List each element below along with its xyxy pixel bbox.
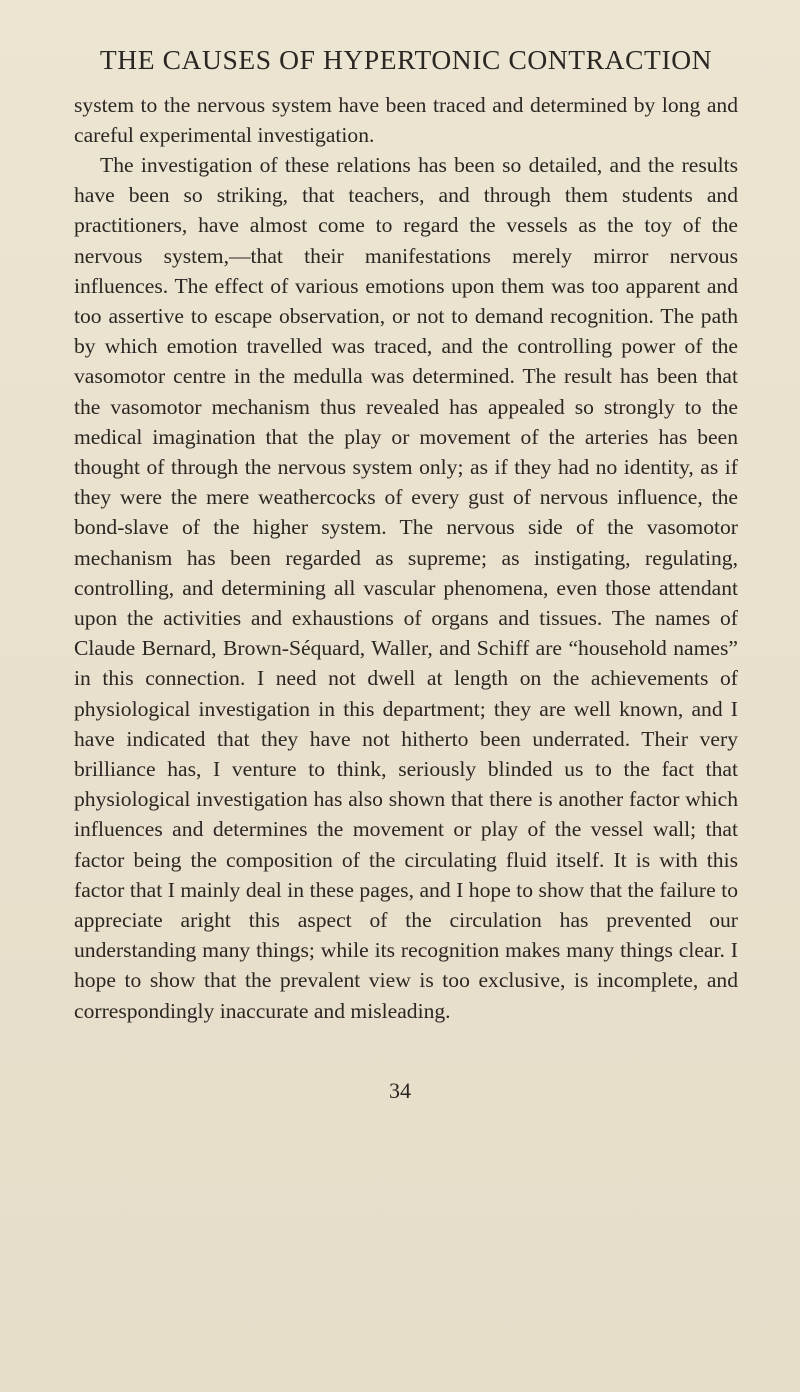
paragraph-main: The investigation of these relations has been so detailed, and the results have been so striking, that teachers, and through them students and practitioners, have almost come to regard the vessels as the toy of the nervous system,—that their manifestations merely mirror nervous influences. The effect of various emotions upon them was too apparent and too assertive to escape observation, or not to demand recognition. The path by which emotion travelled was traced, and the controlling power of the vasomotor centre in the medulla was determined. The result has been that the vasomotor mechanism thus revealed has appealed so strongly to the medical imagination that the play or movement of the arteries has been thought of through the nervous system only; as if they had no identity, as if they were the mere weathercocks of every gust of nervous influence, the bond-slave of the higher system. The nervous side of the vasomotor mechanism has been regarded as supreme; as instigating, regulating, controlling, and determining all vascular phenomena, even those attendant upon the activities and exhaustions of organs and tissues. The names of Claude Bernard, Brown-Séquard, Waller, and Schiff are “household names” in this connection. I need not dwell at length on the achievements of physiological investigation in this department; they are well known, and I have indicated that they have not hitherto been underrated. Their very brilliance has, I venture to think, seriously blinded us to the fact that physiological investigation has also shown that there is another factor which influences and determines the movement or play of the vessel wall; that factor being the composition of the circulating fluid itself. It is with this factor that I mainly deal in these pages, and I hope to show that the failure to appreciate aright this aspect of the circulation has prevented our understanding many things; while its recognition makes many things clear. I hope to show that the prevalent view is too exclusive, is incomplete, and correspondingly inaccurate and misleading. bbox=[74, 152, 738, 1023]
body-text bbox=[74, 90, 738, 1026]
page-number: 34 bbox=[389, 1078, 411, 1103]
running-head: THE CAUSES OF HYPERTONIC CONTRACTION bbox=[99, 44, 713, 75]
paragraph-continuation: system to the nervous system have been traced and determined by long and careful experimental investigation. bbox=[74, 92, 738, 147]
